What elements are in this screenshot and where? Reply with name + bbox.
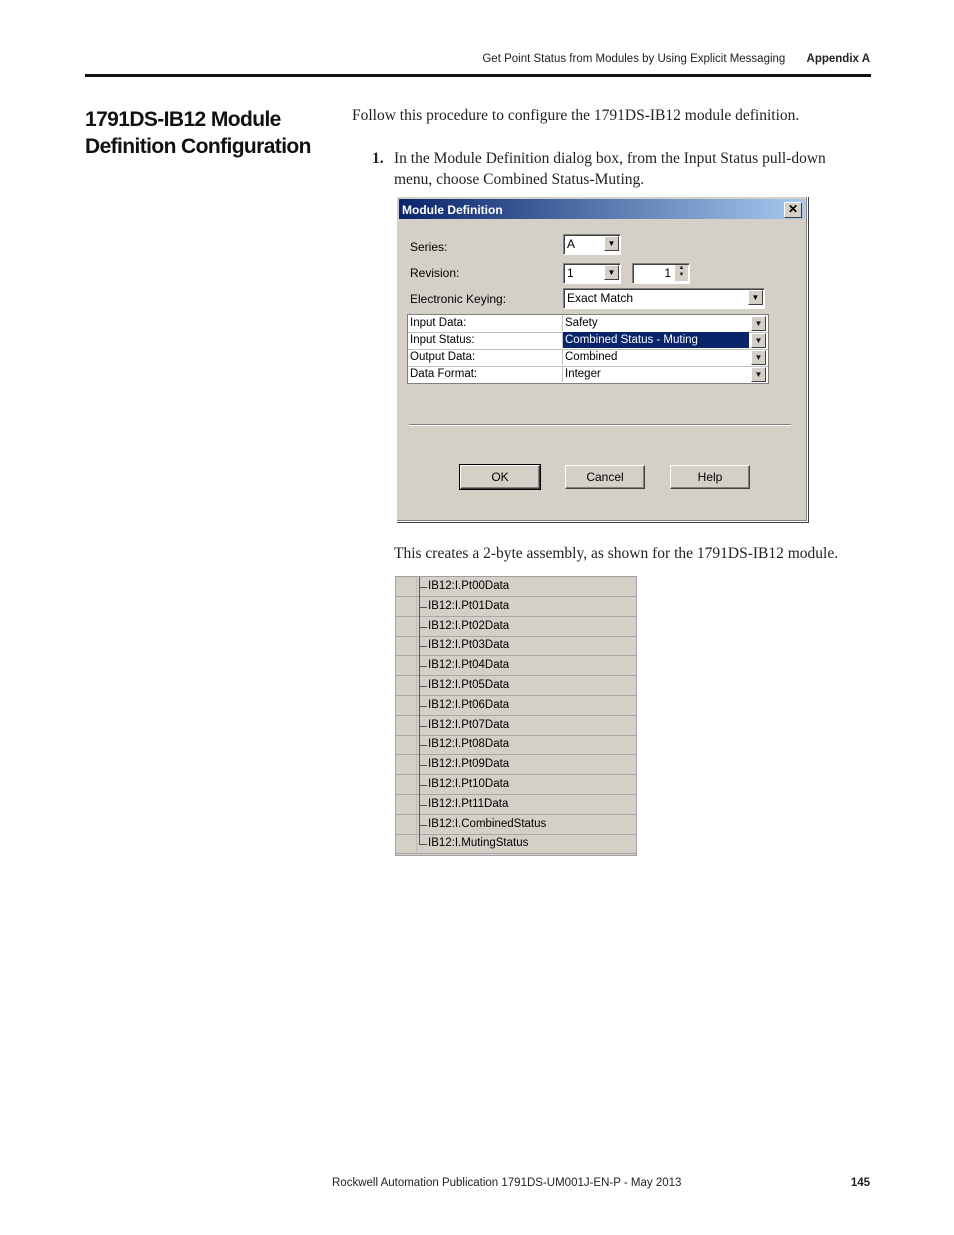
chevron-down-icon[interactable]: ▼ (751, 333, 766, 348)
step-text: In the Module Definition dialog box, from the Input Status pull-down menu, choose Combined Status-Muting. (394, 150, 826, 188)
tag-row[interactable] (396, 775, 636, 795)
tag-name: IB12:I.Pt01Data (428, 599, 510, 612)
grid-label: Output Data: (410, 351, 476, 363)
grid-value-select[interactable] (562, 332, 749, 348)
section-title: 1791DS-IB12 Module Definition Configuration (85, 108, 311, 158)
close-icon[interactable]: ✕ (784, 202, 802, 218)
tag-row[interactable] (396, 716, 636, 736)
grid-row-input-data (408, 315, 768, 333)
tag-name: IB12:I.Pt05Data (428, 679, 510, 691)
revision-major-select[interactable] (563, 263, 621, 284)
revision-major-value: 1 (567, 266, 574, 280)
tree-branch (419, 745, 427, 746)
row-gutter (396, 755, 417, 774)
tag-row[interactable] (396, 577, 636, 597)
tag-name: IB12:I.Pt09Data (428, 758, 510, 771)
tag-row[interactable] (396, 795, 636, 815)
tag-row[interactable] (396, 597, 636, 617)
chevron-down-icon[interactable]: ▼ (751, 316, 766, 331)
grid-row-data-format (408, 366, 768, 383)
keying-label: Electronic Keying: (410, 292, 507, 306)
intro-paragraph: Follow this procedure to configure the 1791DS-IB12 module definition. (352, 107, 800, 124)
tag-name: IB12:I.Pt00Data (428, 580, 510, 592)
tree-branch (419, 706, 427, 707)
row-gutter (396, 577, 417, 596)
tag-row[interactable] (396, 656, 636, 676)
tree-connector (419, 834, 420, 844)
tree-branch (419, 627, 427, 628)
tree-branch (419, 825, 427, 826)
tag-name: IB12:I.Pt11Data (428, 797, 509, 810)
tag-row[interactable] (396, 676, 636, 696)
tag-row[interactable] (396, 617, 636, 637)
row-gutter (396, 795, 417, 814)
row-gutter (396, 656, 417, 675)
cancel-button[interactable]: Cancel (565, 465, 645, 489)
ok-button[interactable]: OK (460, 465, 540, 489)
grid-value: Combined (565, 351, 618, 363)
row-gutter (396, 696, 417, 715)
chevron-down-icon[interactable]: ▼ (748, 290, 763, 305)
grid-value-select[interactable] (562, 349, 749, 365)
grid-label: Input Data: (410, 317, 467, 329)
tree-branch (419, 844, 427, 845)
grid-label: Input Status: (410, 334, 475, 346)
tag-row[interactable] (396, 815, 636, 835)
tree-branch (419, 666, 427, 667)
procedure-step (372, 148, 852, 190)
tag-row[interactable] (396, 696, 636, 716)
row-gutter (396, 716, 417, 735)
step-number: 1. (372, 150, 384, 167)
running-header (482, 53, 870, 65)
page-number: 145 (850, 1177, 870, 1189)
tag-row[interactable] (396, 636, 636, 656)
tree-branch (419, 726, 427, 727)
tag-row[interactable] (396, 735, 636, 755)
tree-branch (419, 805, 427, 806)
tag-name: IB12:I.Pt06Data (428, 698, 510, 711)
tree-branch (419, 765, 427, 766)
tree-branch (419, 785, 427, 786)
tag-row[interactable] (396, 755, 636, 775)
chevron-down-icon[interactable]: ▼ (751, 350, 766, 365)
tree-branch (419, 587, 427, 588)
grid-value: Combined Status - Muting (565, 334, 698, 346)
grid-value: Integer (565, 368, 601, 380)
chevron-down-icon[interactable]: ▼ (604, 265, 619, 280)
row-gutter (396, 834, 417, 853)
grid-label: Data Format: (410, 368, 478, 380)
revision-minor-spinner[interactable] (632, 263, 690, 284)
tree-branch (419, 686, 427, 687)
help-button[interactable]: Help (670, 465, 750, 489)
tag-name: IB12:I.CombinedStatus (428, 817, 547, 830)
dialog-titlebar (399, 199, 805, 219)
tag-name: IB12:I.Pt03Data (428, 639, 510, 652)
assembly-description: This creates a 2-byte assembly, as shown for the 1791DS-IB12 module. (394, 545, 839, 562)
definition-grid (407, 314, 769, 384)
revision-minor-value: 1 (664, 266, 671, 280)
revision-label: Revision: (410, 266, 460, 280)
series-value: A (567, 237, 576, 251)
tag-tree (395, 576, 637, 856)
grid-row-output-data (408, 349, 768, 367)
row-gutter (396, 775, 417, 794)
series-select[interactable] (563, 234, 621, 255)
grid-value-select[interactable] (562, 366, 749, 382)
tag-name: IB12:I.Pt08Data (428, 738, 510, 751)
dialog-title: Module Definition (402, 203, 503, 217)
tag-name: IB12:I.Pt10Data (428, 778, 510, 790)
chevron-down-icon[interactable]: ▼ (604, 236, 619, 251)
row-gutter (396, 636, 417, 655)
dialog-separator (409, 424, 791, 426)
keying-value: Exact Match (567, 291, 634, 305)
grid-value-select[interactable] (562, 315, 749, 331)
header-rule (85, 74, 871, 77)
row-gutter (396, 815, 417, 834)
tag-row[interactable] (396, 834, 636, 854)
header-appendix: Appendix A (806, 53, 870, 65)
row-gutter (396, 597, 417, 616)
keying-select[interactable] (563, 288, 765, 309)
row-gutter (396, 617, 417, 636)
row-gutter (396, 676, 417, 695)
tag-name: IB12:I.Pt02Data (428, 619, 510, 632)
series-label: Series: (410, 240, 448, 254)
tree-branch (419, 607, 427, 608)
chevron-down-icon[interactable]: ▼ (751, 367, 766, 382)
tag-name: IB12:I.Pt04Data (428, 659, 510, 672)
grid-value: Safety (565, 317, 598, 329)
module-definition-dialog (396, 196, 808, 522)
tree-branch (419, 646, 427, 647)
row-gutter (396, 735, 417, 754)
footer-publication: Rockwell Automation Publication 1791DS-UM001J-EN-P - May 2013 (332, 1177, 682, 1189)
header-section-title: Get Point Status from Modules by Using Explicit Messaging (482, 53, 786, 65)
tag-name: IB12:I.Pt07Data (428, 718, 510, 731)
grid-row-input-status (408, 332, 768, 350)
tag-name: IB12:I.MutingStatus (428, 837, 529, 850)
spinner-arrows-icon[interactable]: ▲ ▼ (675, 265, 688, 281)
